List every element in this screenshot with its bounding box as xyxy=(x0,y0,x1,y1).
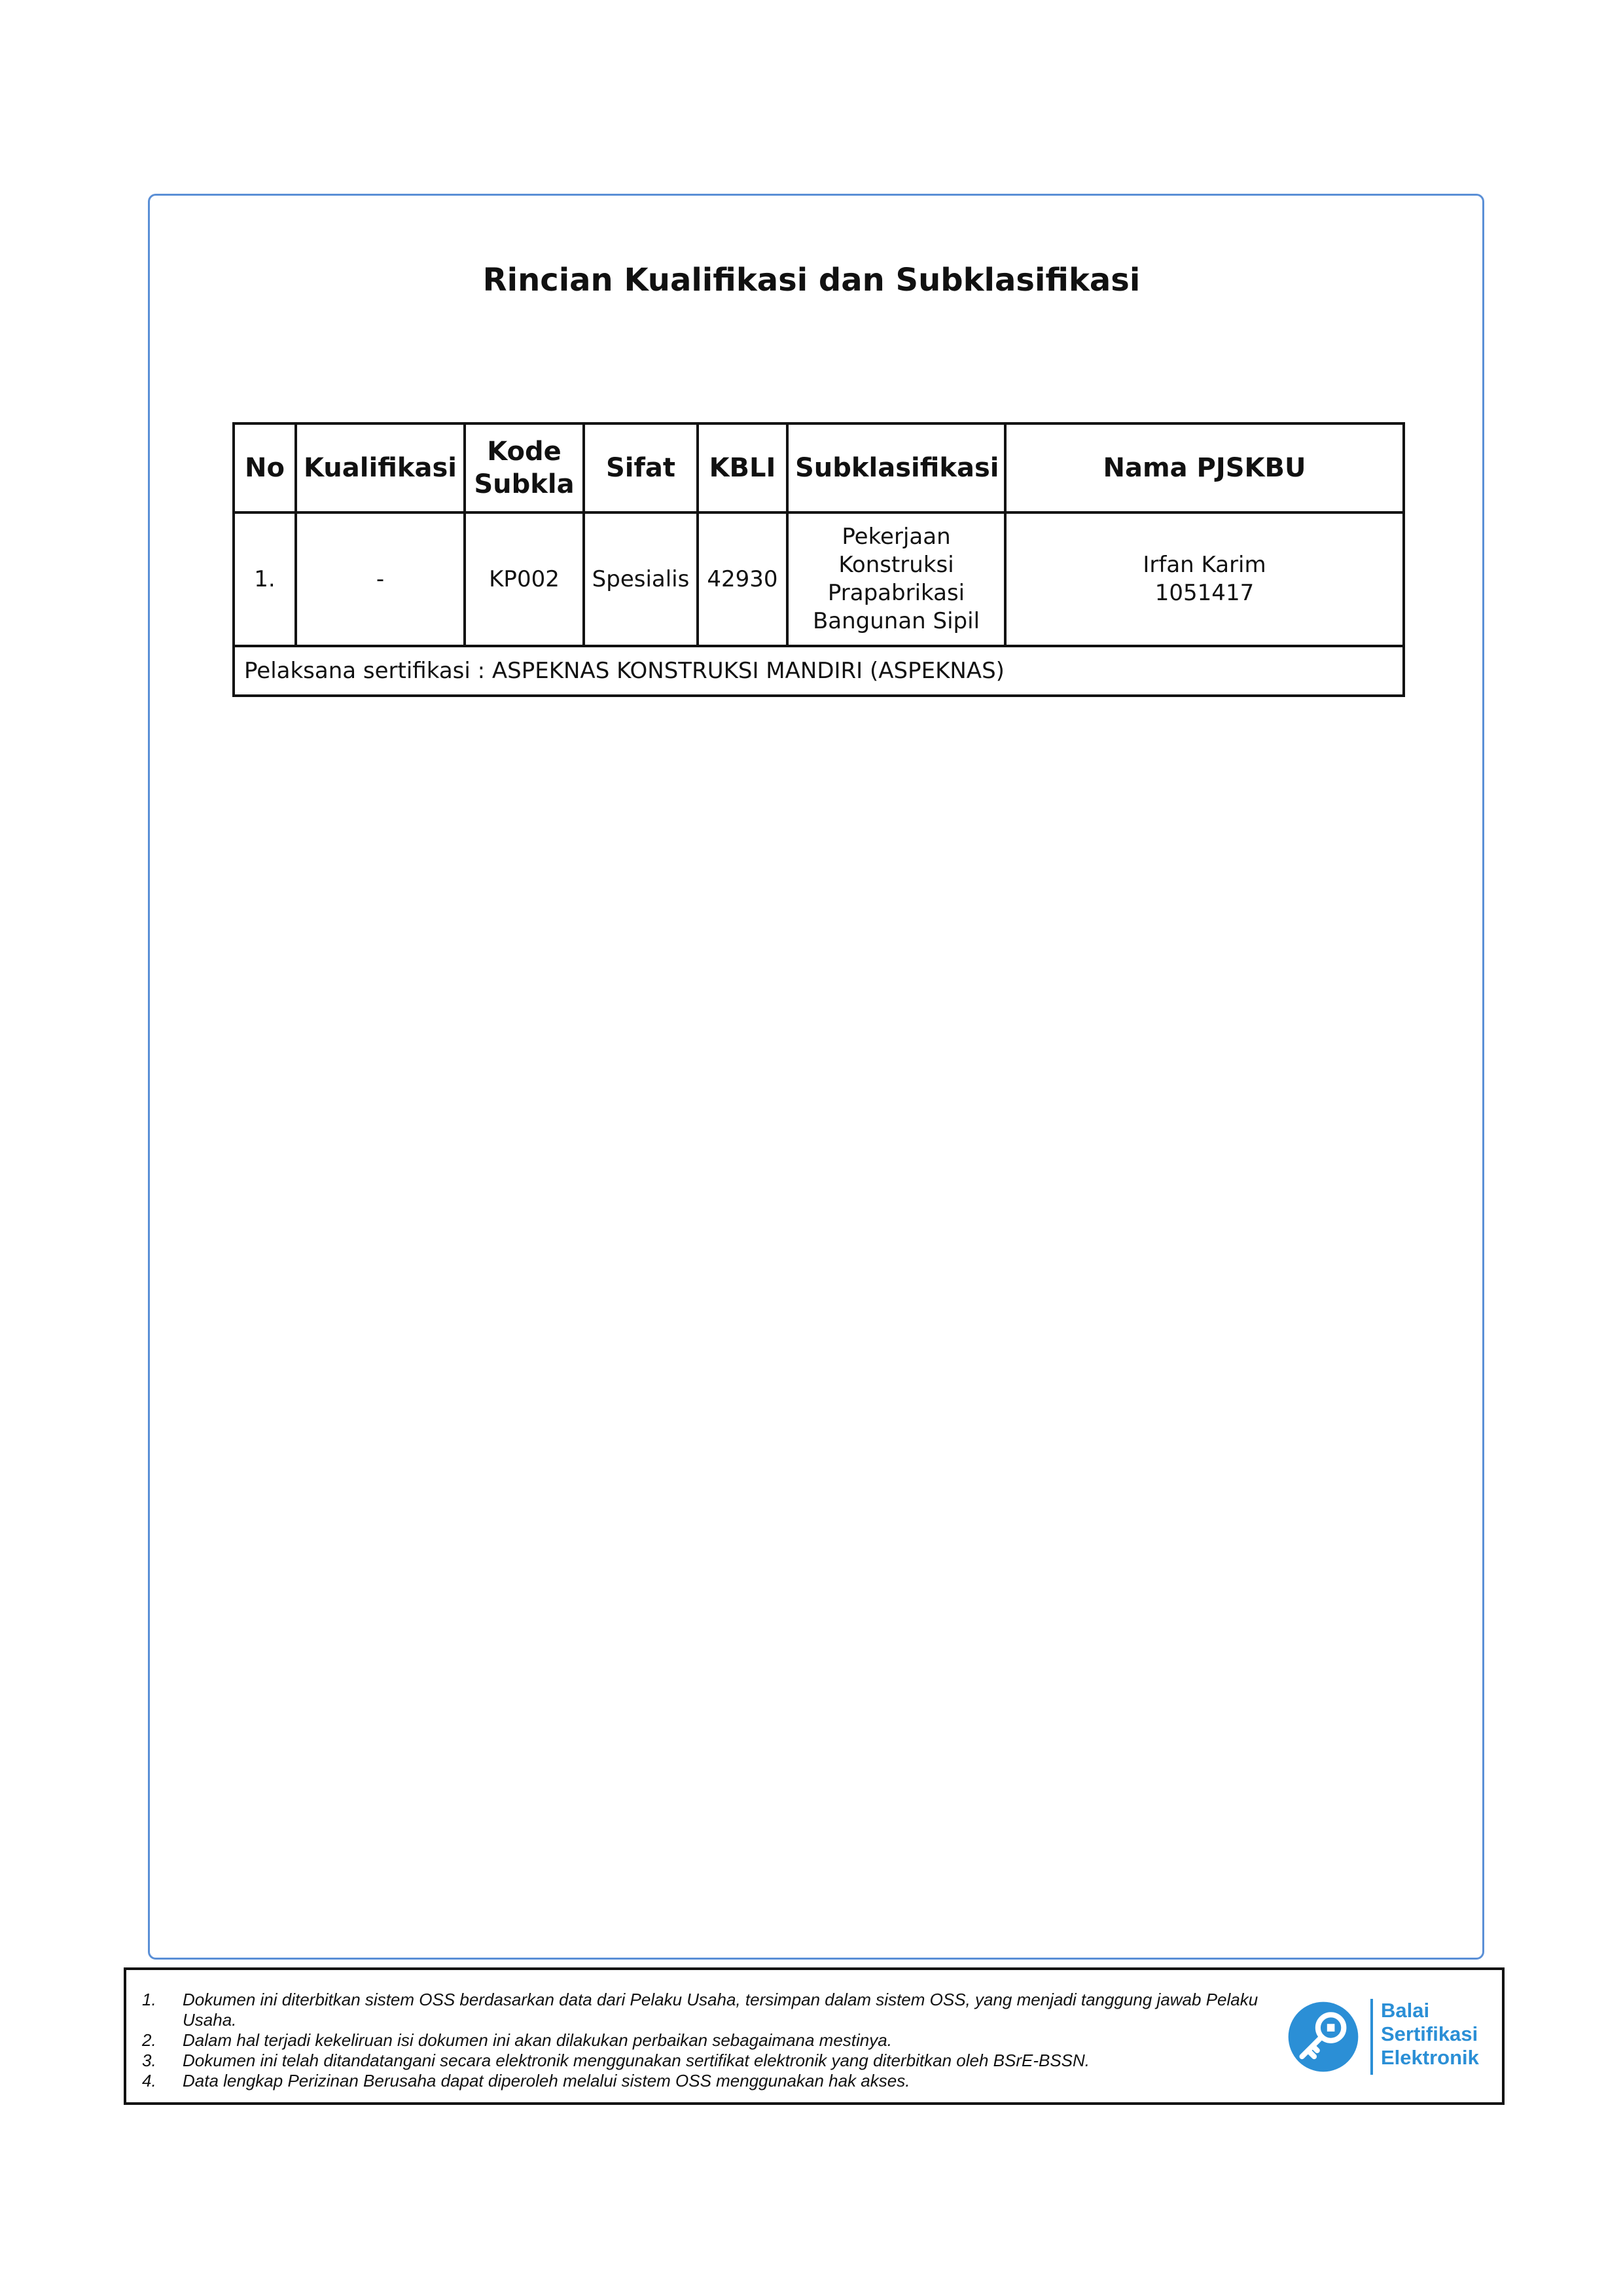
note-number: 4. xyxy=(142,2071,156,2090)
logo-divider xyxy=(1370,1999,1373,2075)
cell-kualifikasi: - xyxy=(296,512,465,646)
logo-line-2: Sertifikasi xyxy=(1381,2022,1478,2045)
header-kode-subkla: Kode Subkla xyxy=(465,423,584,512)
note-text: Dokumen ini telah ditandatangani secara elektronik menggunakan sertifikat elektronik yang diterbitkan oleh BSrE-BSSN. xyxy=(183,2051,1090,2070)
pelaksana-sertifikasi: Pelaksana sertifikasi : ASPEKNAS KONSTRUKSI MANDIRI (ASPEKNAS) xyxy=(234,646,1404,696)
logo-line-3: Elektronik xyxy=(1381,2046,1479,2069)
note-item xyxy=(142,2071,1281,2091)
note-number: 1. xyxy=(142,1990,156,2009)
note-number: 3. xyxy=(142,2051,156,2070)
cell-no: 1. xyxy=(234,512,296,646)
note-item xyxy=(142,2030,1281,2051)
cell-subklasifikasi: Pekerjaan Konstruksi Prapabrikasi Bangunan Sipil xyxy=(787,512,1005,646)
header-kbli: KBLI xyxy=(698,423,787,512)
logo-line-1: Balai xyxy=(1381,1999,1430,2022)
bsre-logo xyxy=(1285,1995,1495,2077)
note-item xyxy=(142,1990,1281,2030)
table-row xyxy=(234,512,1404,646)
header-sifat: Sifat xyxy=(584,423,698,512)
kualifikasi-table xyxy=(232,422,1405,697)
note-text: Data lengkap Perizinan Berusaha dapat diperoleh melalui sistem OSS menggunakan hak akses. xyxy=(183,2071,910,2090)
header-kualifikasi: Kualifikasi xyxy=(296,423,465,512)
table-footer-row xyxy=(234,646,1404,696)
header-no: No xyxy=(234,423,296,512)
note-text: Dokumen ini diterbitkan sistem OSS berdasarkan data dari Pelaku Usaha, tersimpan dalam sistem OSS, yang menjadi tanggung jawab Pelaku Usaha. xyxy=(183,1990,1258,2030)
logo-text xyxy=(1381,1999,1479,2070)
note-text: Dalam hal terjadi kekeliruan isi dokumen ini akan dilakukan perbaikan sebagaimana mestinya. xyxy=(183,2030,892,2050)
footer-notes xyxy=(124,1967,1505,2105)
note-item xyxy=(142,2051,1281,2071)
cell-sifat: Spesialis xyxy=(584,512,698,646)
notes-list xyxy=(142,1990,1281,2091)
bsre-logo-icon xyxy=(1285,1999,1361,2075)
cell-kbli: 42930 xyxy=(698,512,787,646)
page-title: Rincian Kualifikasi dan Subklasifikasi xyxy=(482,262,1141,298)
table-header-row xyxy=(234,423,1404,512)
header-nama-pjskbu: Nama PJSKBU xyxy=(1005,423,1404,512)
note-number: 2. xyxy=(142,2030,156,2050)
cell-kode: KP002 xyxy=(465,512,584,646)
header-subklasifikasi: Subklasifikasi xyxy=(787,423,1005,512)
cell-nama-pjskbu: Irfan Karim 1051417 xyxy=(1005,512,1404,646)
